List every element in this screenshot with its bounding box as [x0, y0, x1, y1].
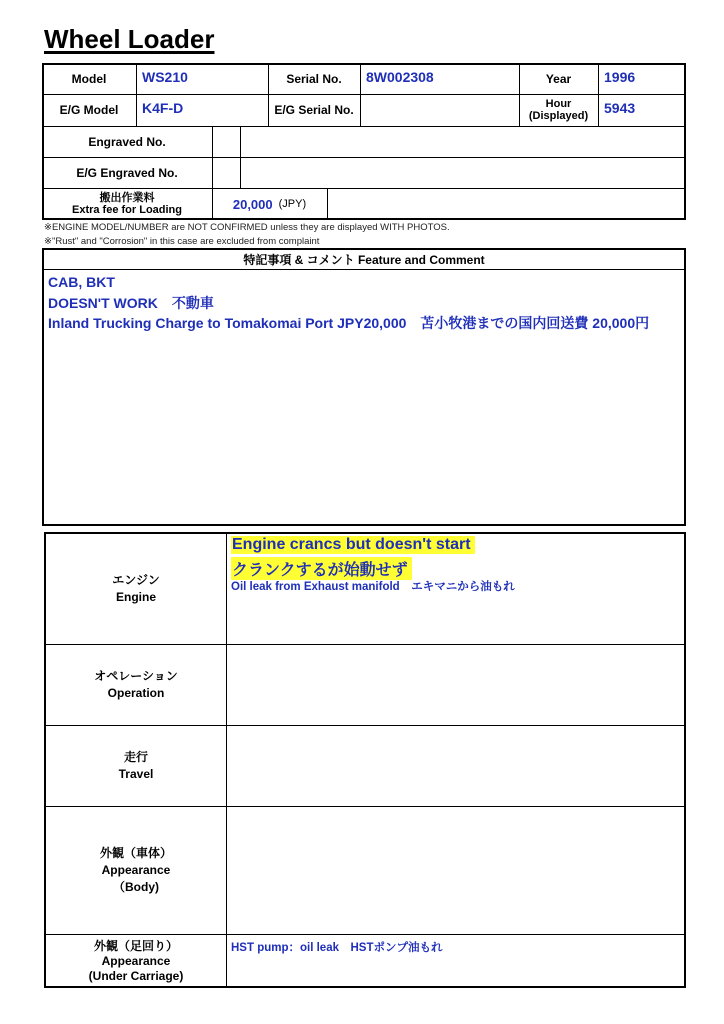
feature-header: 特記事項 & コメント Feature and Comment — [243, 252, 485, 267]
undercarriage-label — [46, 935, 226, 987]
hour-value: 5943 — [604, 100, 636, 116]
undercarriage-label-en-2: (Under Carriage) — [88, 968, 184, 983]
serial-label: Serial No. — [286, 71, 342, 86]
page-title: Wheel Loader — [44, 24, 215, 54]
operation-label — [46, 645, 226, 725]
body-appearance-label — [46, 807, 226, 934]
year-label: Year — [545, 71, 572, 86]
loading-fee-label-en: Extra fee for Loading — [71, 204, 183, 216]
eg-serial-value — [360, 94, 519, 126]
serial-value: 8W002308 — [366, 69, 434, 85]
model-value: WS210 — [142, 69, 188, 85]
year-value: 1996 — [604, 69, 636, 85]
feature-box — [42, 248, 686, 526]
engine-label-jp: エンジン — [112, 573, 160, 587]
loading-fee-value: 20,000 — [232, 196, 273, 212]
engine-comment-2: クランクするが始動せず — [231, 557, 412, 580]
loading-fee-label-jp: 搬出作業料 — [99, 192, 155, 204]
hour-label-line1: Hour — [545, 98, 572, 110]
body-label-en: Appearance — [101, 863, 171, 877]
undercarriage-label-en: Appearance — [101, 953, 171, 968]
eg-serial-label: E/G Serial No. — [274, 103, 354, 117]
travel-label-jp: 走行 — [123, 750, 148, 764]
engine-comment-1: Engine crancs but doesn't start — [231, 536, 475, 554]
body-label-jp: 外観（車体） — [99, 846, 172, 860]
undercarriage-label-jp: 外観（足回り） — [93, 938, 178, 953]
undercarriage-comment: HST pump：oil leak HSTポンプ油もれ — [231, 942, 443, 954]
eg-engraved-label: E/G Engraved No. — [76, 165, 178, 180]
loading-fee — [212, 188, 327, 220]
engine-label — [46, 534, 226, 644]
engine-comment-3: Oil leak from Exhaust manifold エキマニから油もれ — [231, 581, 515, 593]
operation-label-en: Operation — [107, 686, 165, 700]
feature-line-2: DOESN'T WORK 不動車 — [48, 295, 214, 311]
note-engine-confirm: ※ENGINE MODEL/NUMBER are NOT CONFIRMED unless they are displayed WITH PHOTOS. — [44, 222, 450, 233]
eg-model-label: E/G Model — [59, 103, 119, 117]
note-rust-corrosion: ※"Rust" and "Corrosion" in this case are excluded from complaint — [44, 236, 320, 247]
hour-label — [519, 94, 598, 126]
engraved-label: Engraved No. — [88, 134, 166, 149]
travel-label-en: Travel — [118, 767, 154, 781]
engine-label-en: Engine — [115, 590, 156, 604]
model-label: Model — [71, 71, 107, 86]
body-label-en-2: （Body) — [113, 880, 159, 894]
travel-label — [46, 726, 226, 806]
eg-model-value: K4F-D — [142, 100, 184, 116]
feature-line-3: Inland Trucking Charge to Tomakomai Port JPY20,000 苫小牧港までの国内回送費 20,000円 — [48, 315, 650, 331]
loading-fee-unit: (JPY) — [278, 198, 307, 210]
loading-fee-label — [42, 188, 212, 220]
feature-line-1: CAB, BKT — [48, 274, 115, 290]
operation-label-jp: オペレーション — [94, 669, 178, 683]
hour-label-line2: (Displayed) — [528, 110, 589, 122]
